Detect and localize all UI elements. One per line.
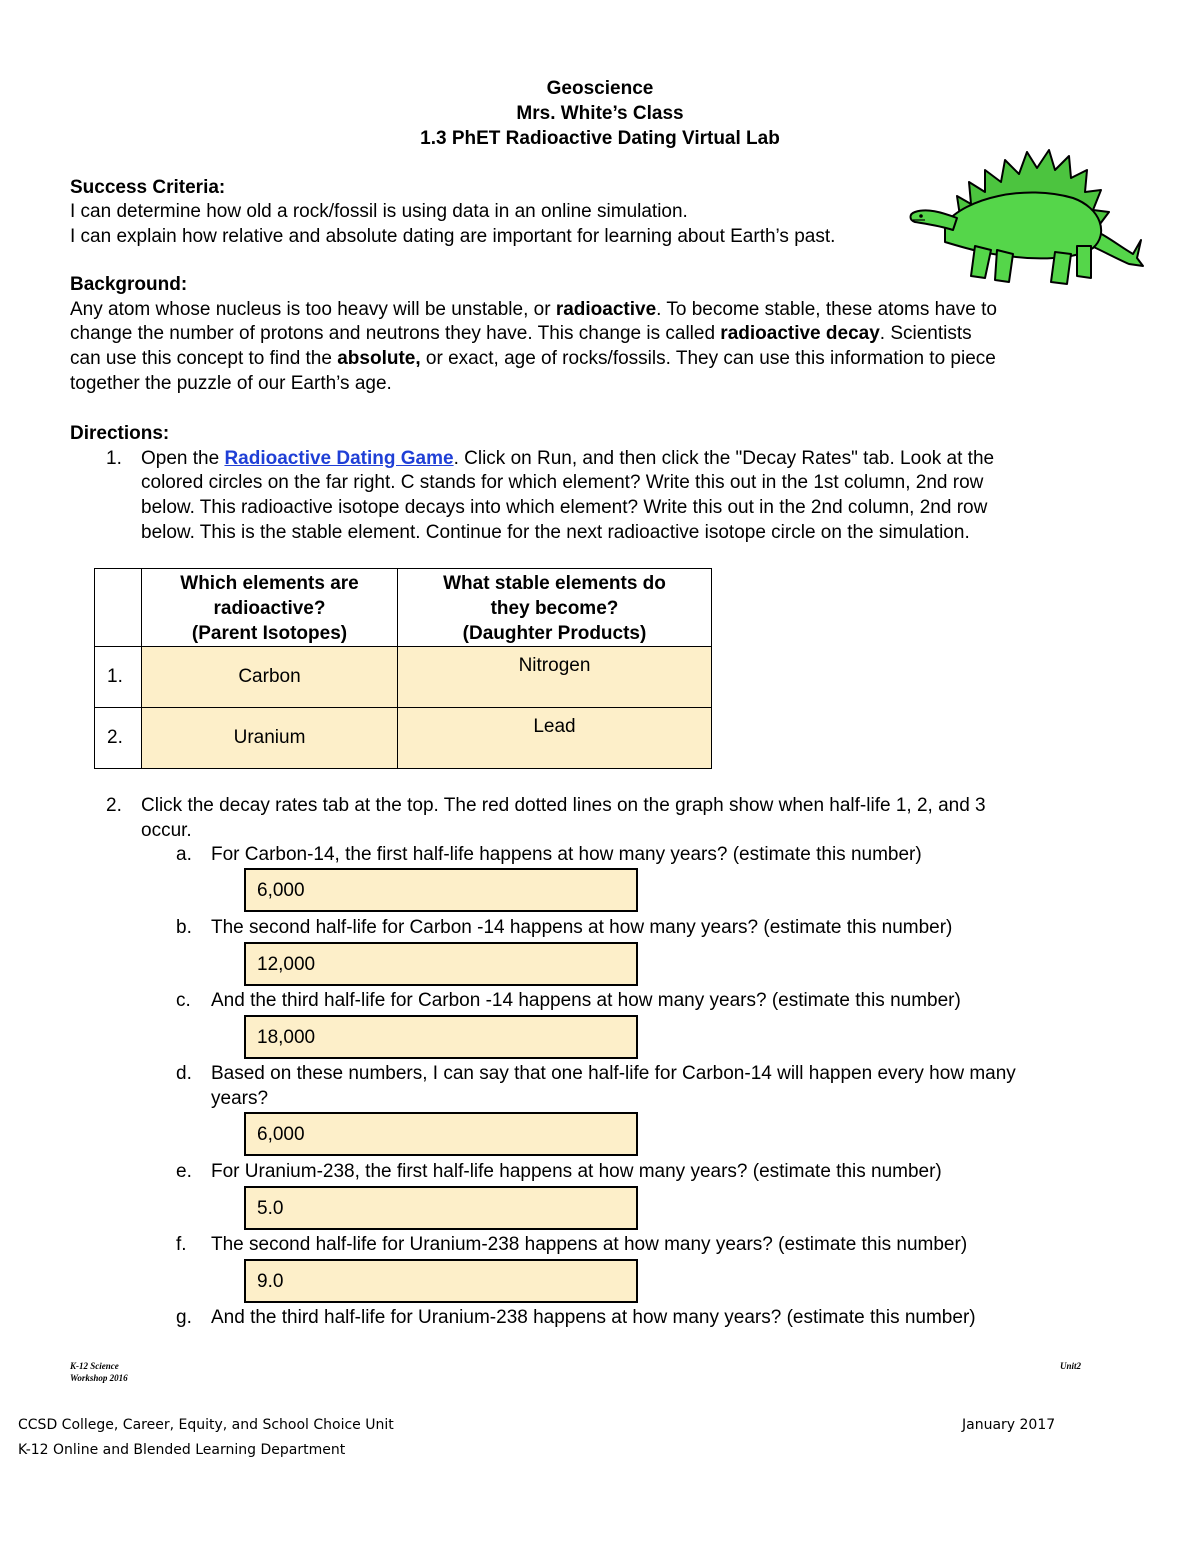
row-number: 2. (95, 708, 142, 769)
question-letter: g. (176, 1307, 192, 1328)
question-text: And the third half-life for Carbon -14 happens at how many years? (estimate this number) (211, 990, 961, 1011)
step-2-line-2: occur. (141, 820, 192, 841)
answer-box[interactable]: 9.0 (244, 1259, 638, 1303)
step-1-line-3: below. This radioactive isotope decays into which element? Write this out in the 2nd column, 2nd row (141, 497, 988, 518)
question-letter: b. (176, 917, 192, 938)
answer-box[interactable]: 12,000 (244, 942, 638, 986)
step-1-number: 1. (106, 448, 122, 469)
answer-box[interactable]: 5.0 (244, 1186, 638, 1230)
step-1-line-4: below. This is the stable element. Continue for the next radioactive isotope circle on the simulation. (141, 522, 970, 543)
table-header-row (95, 569, 712, 647)
footer-org: CCSD College, Career, Equity, and School Choice Unit (18, 1417, 394, 1433)
background-heading: Background: (70, 274, 188, 295)
question-letter: a. (176, 844, 192, 865)
answer-box[interactable]: 6,000 (244, 868, 638, 912)
parent-isotope-cell[interactable]: Carbon (142, 647, 398, 708)
doc-title: 1.3 PhET Radioactive Dating Virtual Lab (420, 128, 780, 149)
background-line-1: Any atom whose nucleus is too heavy will be unstable, or radioactive. To become stable, these atoms have to (70, 299, 997, 320)
answer-box[interactable]: 18,000 (244, 1015, 638, 1059)
step-1-line-1: Open the Radioactive Dating Game. Click on Run, and then click the "Decay Rates" tab. Look at the (141, 448, 995, 469)
question-text: The second half-life for Carbon -14 happens at how many years? (estimate this number) (211, 917, 953, 938)
directions-heading: Directions: (70, 423, 170, 444)
daughter-product-cell[interactable]: Nitrogen (398, 647, 712, 708)
answer-box[interactable]: 6,000 (244, 1112, 638, 1156)
step-2-number: 2. (106, 795, 122, 816)
question-text: For Uranium-238, the first half-life happens at how many years? (estimate this number) (211, 1161, 942, 1182)
footer-dept: K-12 Online and Blended Learning Department (18, 1442, 346, 1458)
table-row (95, 647, 712, 708)
question-letter: e. (176, 1161, 192, 1182)
background-line-3: can use this concept to find the absolute, or exact, age of rocks/fossils. They can use this information to piece (70, 348, 996, 369)
footer-small-right: Unit2 (1060, 1361, 1082, 1371)
question-text: Based on these numbers, I can say that one half-life for Carbon-14 will happen every how many (211, 1063, 1016, 1084)
question-letter: c. (176, 990, 191, 1011)
step-2-line-1: Click the decay rates tab at the top. The red dotted lines on the graph show when half-life 1, 2, and 3 (141, 795, 986, 816)
question-text: For Carbon-14, the first half-life happens at how many years? (estimate this number) (211, 844, 922, 865)
radioactive-dating-game-link[interactable]: Radioactive Dating Game (224, 448, 454, 469)
question-letter: d. (176, 1063, 192, 1084)
success-line-2: I can explain how relative and absolute dating are important for learning about Earth’s past. (70, 226, 836, 247)
success-line-1: I can determine how old a rock/fossil is using data in an online simulation. (70, 201, 688, 222)
table-header-daughter: What stable elements do they become? (Daughter Products) (398, 569, 712, 647)
parent-isotope-cell[interactable]: Uranium (142, 708, 398, 769)
question-text: And the third half-life for Uranium-238 happens at how many years? (estimate this number) (211, 1307, 976, 1328)
row-number: 1. (95, 647, 142, 708)
step-1-line-2: colored circles on the far right. C stands for which element? Write this out in the 1st column, 2nd row (141, 472, 984, 493)
doc-subject: Geoscience (546, 78, 654, 99)
doc-teacher: Mrs. White’s Class (516, 103, 684, 124)
background-line-4: together the puzzle of our Earth’s age. (70, 373, 392, 394)
isotope-table (94, 568, 712, 769)
table-header-parent: Which elements are radioactive? (Parent Isotopes) (142, 569, 398, 647)
background-line-2: change the number of protons and neutrons they have. This change is called radioactive decay. Scientists (70, 323, 972, 344)
question-letter: f. (176, 1234, 187, 1255)
question-text-continued: years? (211, 1088, 269, 1109)
footer-small-left-2: Workshop 2016 (70, 1373, 128, 1383)
success-heading: Success Criteria: (70, 177, 226, 198)
footer-date: January 2017 (962, 1417, 1056, 1433)
question-text: The second half-life for Uranium-238 happens at how many years? (estimate this number) (211, 1234, 968, 1255)
table-corner-cell (95, 569, 142, 647)
footer-small-left-1: K-12 Science (70, 1361, 119, 1371)
table-row (95, 708, 712, 769)
daughter-product-cell[interactable]: Lead (398, 708, 712, 769)
stegosaurus-icon (905, 138, 1145, 288)
